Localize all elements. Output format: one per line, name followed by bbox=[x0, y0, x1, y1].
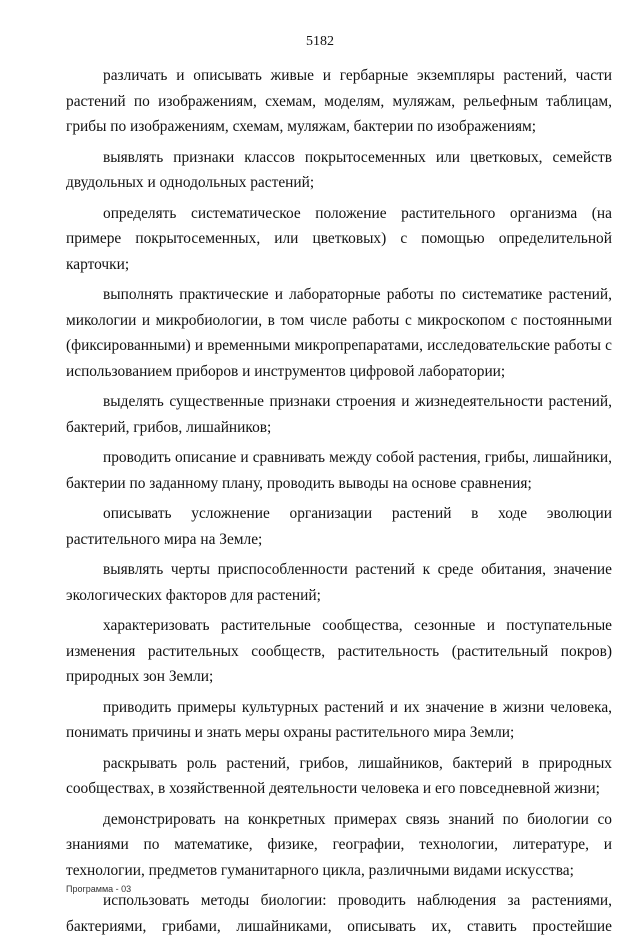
paragraph: проводить описание и сравнивать между собой растения, грибы, лишайники, бактерии по заданному плану, проводить выводы на основе сравнения; bbox=[66, 449, 612, 492]
page-footer: Программа - 03 bbox=[66, 884, 132, 894]
paragraph: использовать методы биологии: проводить наблюдения за растениями, бактериями, грибами, лишайниками, описывать их, ставить простейшие bbox=[66, 892, 612, 935]
paragraph: выполнять практические и лабораторные работы по систематике растений, микологии и микробиологии, в том числе работы с микроскопом с постоянными (фиксированными) и временными микропрепаратами, исследовательские работы с использованием приборов и инструментов цифровой лаборатории; bbox=[66, 286, 612, 380]
paragraph: определять систематическое положение растительного организма (на примере покрытосеменных, или цветковых) с помощью определительной карточки; bbox=[66, 204, 612, 273]
page-number: 5182 bbox=[306, 34, 334, 49]
document-body bbox=[66, 63, 612, 944]
paragraph: демонстрировать на конкретных примерах связь знаний по биологии со знаниями по математике, физике, географии, технологии, литературе, и технологии, предметов гуманитарного цикла, различными видами искусства; bbox=[66, 810, 612, 879]
paragraph: описывать усложнение организации растений в ходе эволюции растительного мира на Земле; bbox=[66, 505, 612, 548]
paragraph: выявлять признаки классов покрытосеменных или цветковых, семейств двудольных и однодольных растений; bbox=[66, 148, 612, 191]
paragraph: раскрывать роль растений, грибов, лишайников, бактерий в природных сообществах, в хозяйственной деятельности человека и его повседневной жизни; bbox=[66, 754, 612, 797]
paragraph: характеризовать растительные сообщества, сезонные и поступательные изменения растительных сообществ, растительность (растительный покров) природных зон Земли; bbox=[66, 617, 612, 685]
paragraph: выявлять черты приспособленности растений к среде обитания, значение экологических факторов для растений; bbox=[66, 561, 612, 604]
paragraph: приводить примеры культурных растений и их значение в жизни человека, понимать причины и знать меры охраны растительного мира Земли; bbox=[66, 698, 612, 741]
paragraph: выделять существенные признаки строения и жизнедеятельности растений, бактерий, грибов, лишайников; bbox=[66, 393, 612, 436]
paragraph: различать и описывать живые и гербарные экземпляры растений, части растений по изображениям, схемам, моделям, муляжам, рельефным таблицам, грибы по изображениям, схемам, муляжам, бактерии по изображениям; bbox=[66, 67, 612, 135]
